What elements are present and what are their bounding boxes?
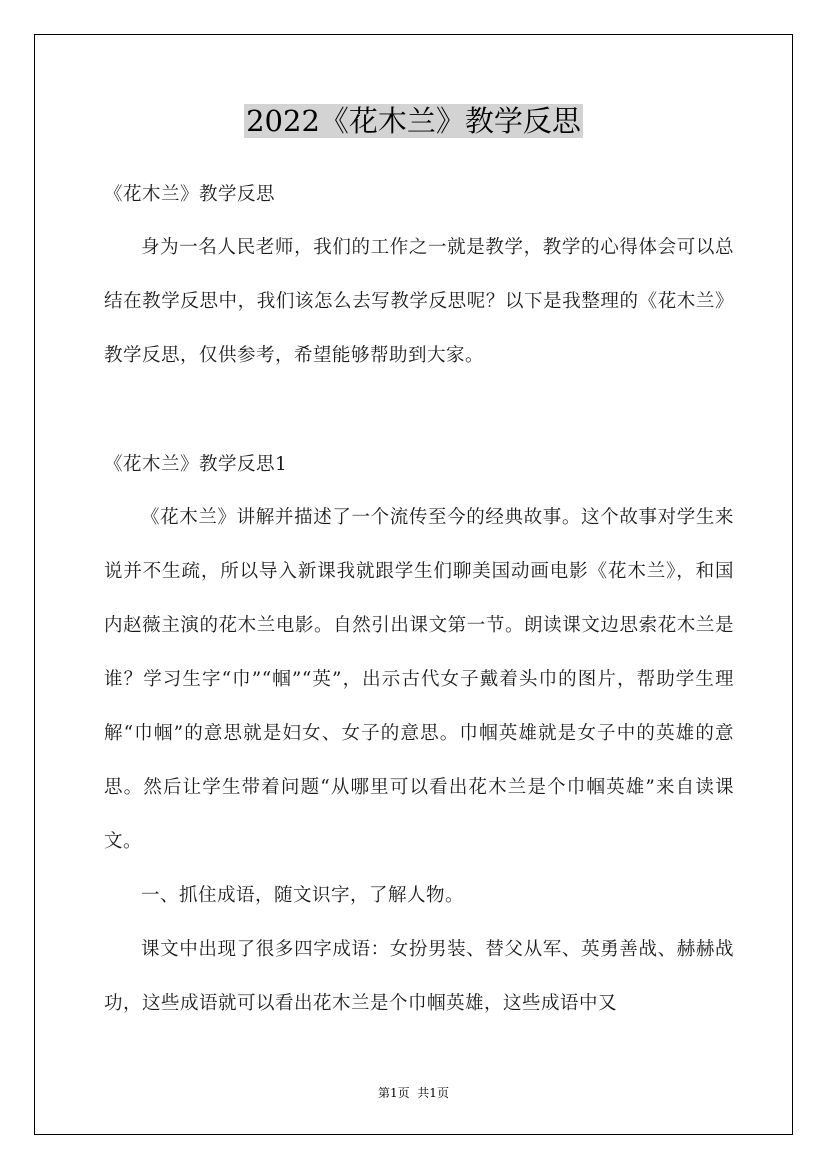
document-title [0, 100, 827, 142]
intro-paragraph: 身为一名人民老师，我们的工作之一就是教学，教学的心得体会可以总结在教学反思中，我们该怎么去写教学反思呢？以下是我整理的《花木兰》教学反思，仅供参考，希望能够帮助到大家。 [104, 237, 734, 366]
section1-paragraph-3: 课文中出现了很多四字成语：女扮男装、替父从军、英勇善战、赫赫战功，这些成语就可以看出花木兰是个巾帼英雄，这些成语中又 [104, 939, 734, 1014]
section1-paragraph-2: 一、抓住成语，随文识字，了解人物。 [141, 885, 465, 906]
page-footer: 第1页 共1页 [378, 1086, 449, 1100]
subtitle: 《花木兰》教学反思 [104, 184, 276, 205]
document-title-text: 2022《花木兰》教学反思 [246, 104, 581, 138]
section1-paragraph-1: 《花木兰》讲解并描述了一个流传至今的经典故事。这个故事对学生来说并不生疏，所以导入新课我就跟学生们聊美国动画电影《花木兰》，和国内赵薇主演的花木兰电影。自然引出课文第一节。朗读课文边思索花木兰是谁？学习生字“巾”“帼”“英”，出示古代女子戴着头巾的图片，帮助学生理解“巾帼”的意思就是妇女、女子的意思。巾帼英雄就是女子中的英雄的意思。然后让学生带着问题“从哪里可以看出花木兰是个巾帼英雄”来自读课文。 [104, 507, 734, 852]
section1-heading: 《花木兰》教学反思1 [104, 454, 288, 475]
